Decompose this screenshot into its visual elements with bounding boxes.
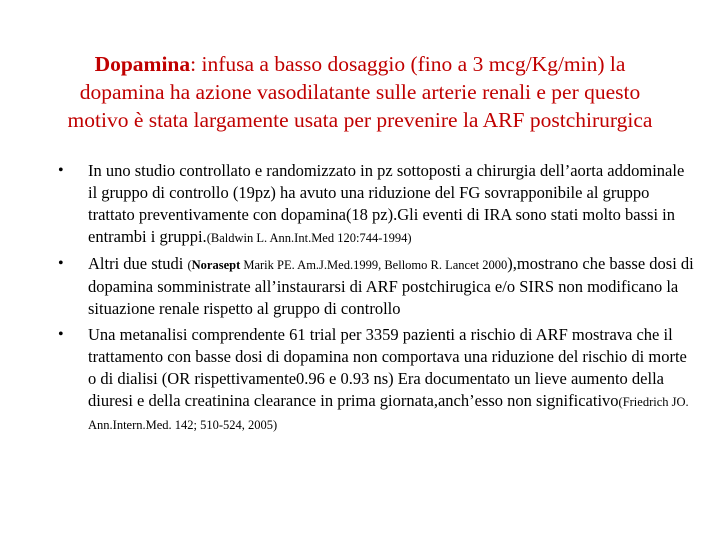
title-line3: motivo è stata largamente usata per prevenire la ARF postchirurgica [67,108,653,132]
bullet-item-baldwin [56,160,696,249]
bullet-dot-icon: • [58,162,64,179]
citation: (Baldwin L. Ann.Int.Med 120:744-1994) [206,231,412,245]
citation-open: ( [187,258,192,272]
bullet-dot-icon: • [58,326,64,343]
bullet-dot-icon: • [58,255,64,272]
title-keyword: Dopamina [94,52,191,76]
slide-title [20,50,700,134]
citation: Marik PE. Am.J.Med.1999, Bellomo R. Lancet 2000 [243,258,508,272]
citation-norasept: Norasept [191,258,244,272]
bullet-text-after: ),mostrano che basse dosi di dopamina somministrate all’instaurarsi di ARF postchirugica e/o SIRS non modificano la situazione renale rispetto al gruppo di controllo [88,254,694,318]
bullet-text: Una metanalisi comprendente 61 trial per 3359 pazienti a rischio di ARF mostrava che il trattamento con basse dosi di dopamina non comportava una riduzione del rischio di morte o di dialisi (OR rispettivamente0.96 e 0.93 ns) Era documentato un lieve aumento della diuresi e della creatinina clearance in prima giornata,anch’esso non significativo [88,325,687,410]
citation: (Friedrich JO. Ann.Intern.Med. 142; 510-524, 2005) [88,395,689,432]
bullet-item-altri-studi [56,253,696,320]
bullet-text: Altri due studi [88,254,188,273]
bullet-text: In uno studio controllato e randomizzato in pz sottoposti a chirurgia dell’aorta addominale il gruppo di controllo (19pz) ha avuto una riduzione del FG sovrapponibile al gruppo trattato preventivamente con dopamina(18 pz).Gli eventi di IRA sono stati molto bassi in entrambi i gruppi. [88,161,685,246]
title-line1-rest: : infusa a basso dosaggio (fino a 3 mcg/Kg/min) la [190,52,626,76]
title-line2: dopamina ha azione vasodilatante sulle arterie renali e per questo [79,80,641,104]
bullet-list [56,160,696,440]
bullet-item-metanalisi [56,324,696,436]
